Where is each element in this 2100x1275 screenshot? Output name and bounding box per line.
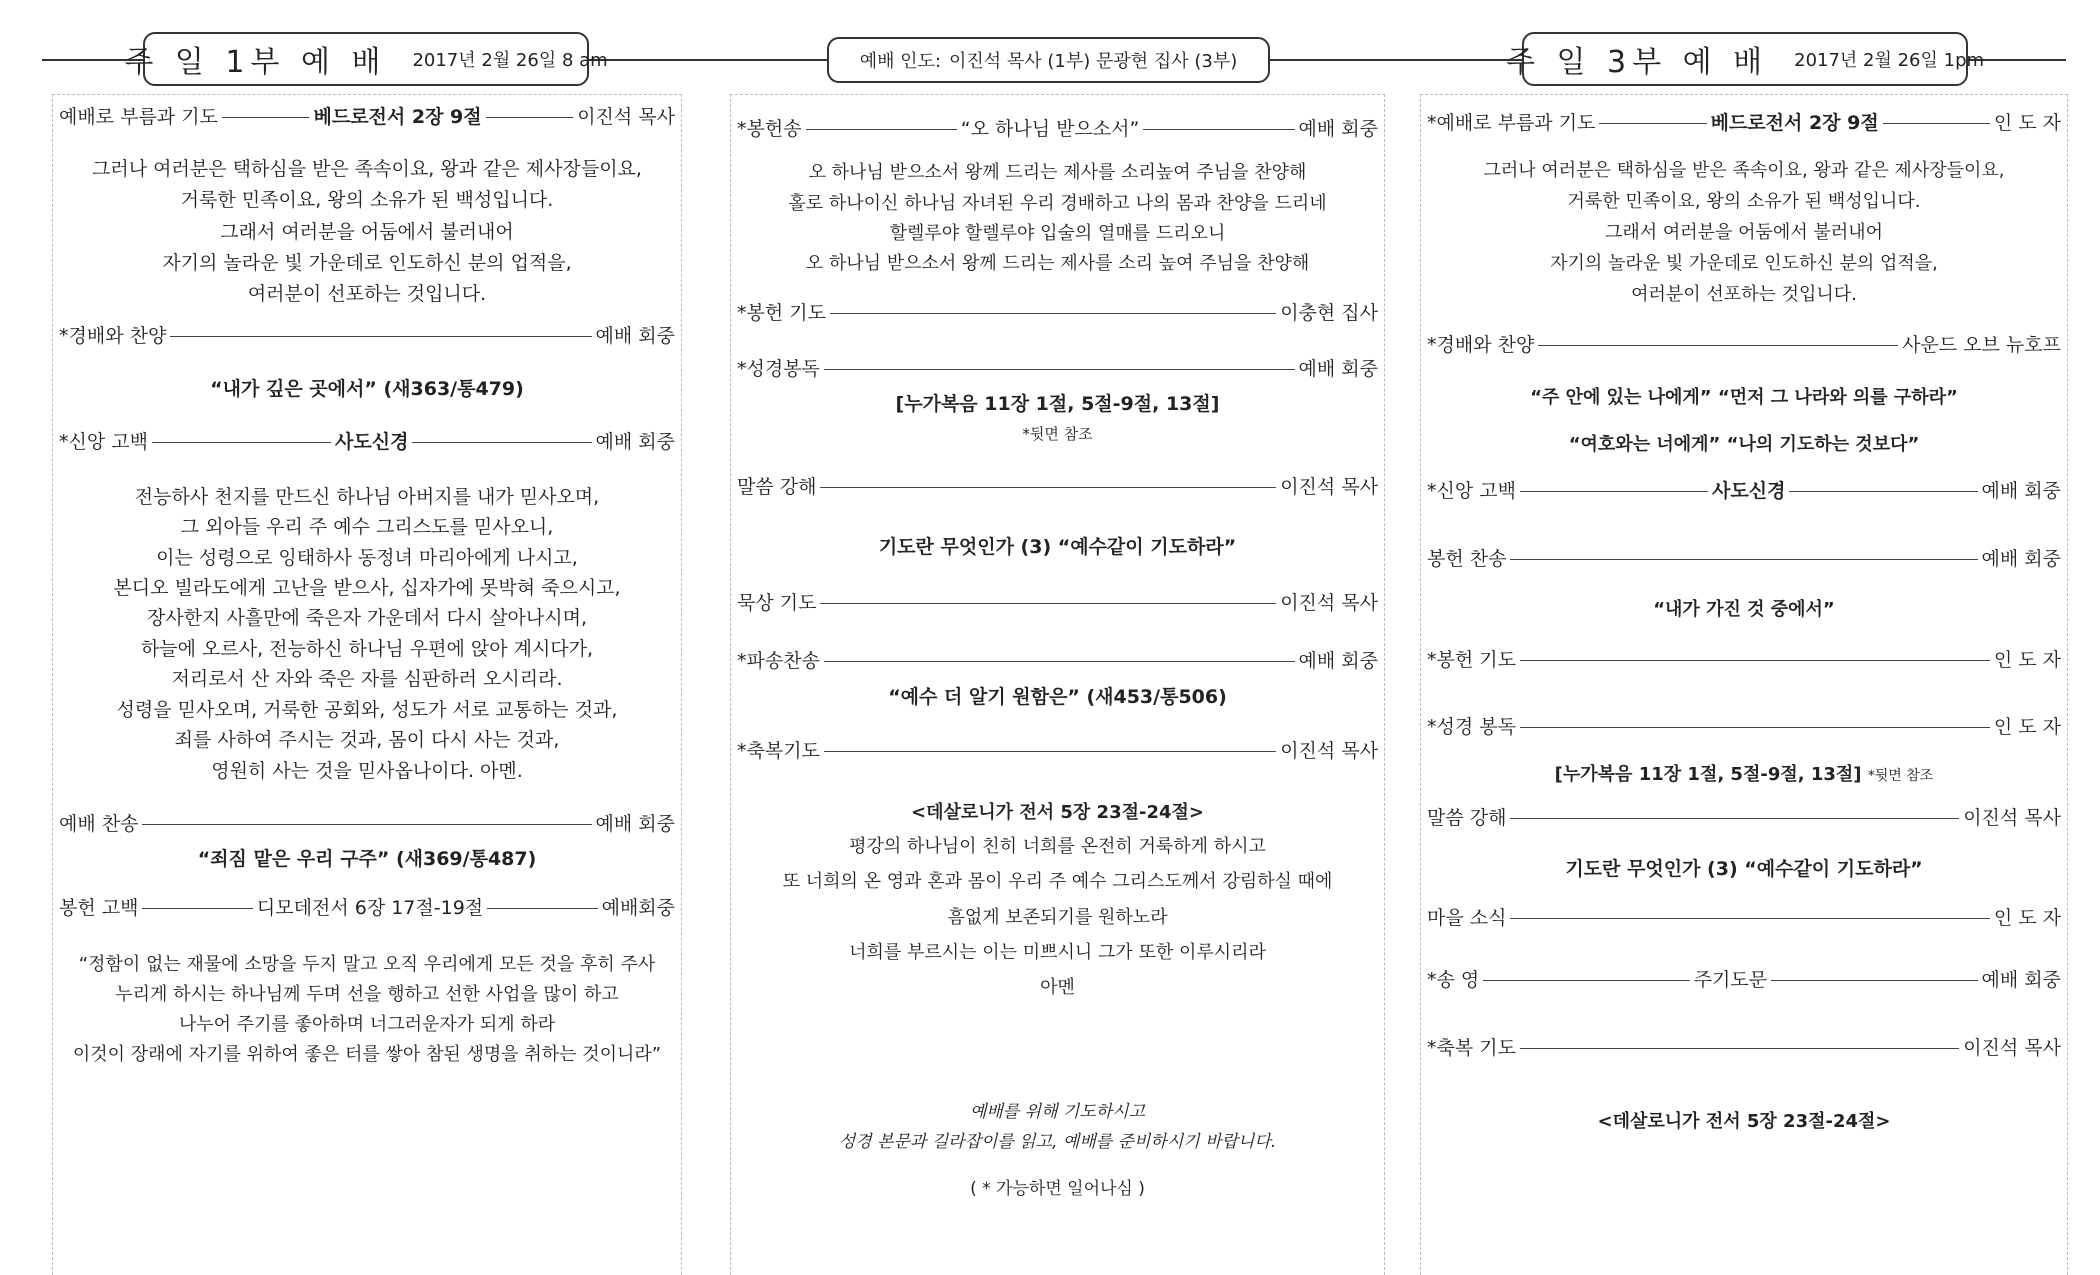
right-column: [1420, 94, 2068, 1275]
center-note-3: ( * 가능하면 일어나심 ): [970, 1179, 1145, 1199]
center-scripture-label: *성경봉독: [737, 358, 820, 380]
center-lyric-line: 홀로 하나이신 하나님 자녀된 우리 경배하고 나의 몸과 찬양을 드리네: [788, 193, 1327, 214]
left-call-leader: 이진석 목사: [577, 106, 676, 128]
center-lyric-line: 오 하나님 받으소서 왕께 드리는 제사를 소리높여 주님을 찬양해: [808, 162, 1307, 183]
right-benediction-label: *축복 기도: [1427, 1037, 1516, 1059]
center-offering-prayer-label: *봉헌 기도: [737, 302, 826, 324]
left-call-line: 거룩한 민족이요, 왕의 소유가 된 백성입니다.: [180, 189, 554, 211]
right-doxology-leader: 예배 회중: [1981, 969, 2062, 991]
center-benediction-label: *축복기도: [737, 740, 820, 762]
right-bene-ref: <데살로니가 전서 5장 23절-24절>: [1597, 1111, 1891, 1132]
center-scripture-note: *뒷면 참조: [1022, 425, 1093, 443]
left-hymn-leader: 예배 회중: [595, 813, 675, 835]
right-creed-center: 사도신경: [1712, 480, 1786, 502]
center-offering-song-leader: 예배 회중: [1298, 118, 1379, 140]
right-creed-row: [1421, 479, 2067, 504]
right-call-line: 그러나 여러분은 택하심을 받은 족속이요, 왕과 같은 제사장들이요,: [1483, 160, 2005, 181]
right-songs-row-1: “주 안에 있는 나에게” “먼저 그 나라와 의를 구하라”: [1530, 387, 1958, 408]
left-creed-row: [53, 430, 681, 455]
center-bene-line: 평강의 하나님이 친히 너희를 온전히 거룩하게 하시고: [849, 836, 1266, 857]
center-sermon-row: [731, 475, 1384, 500]
center-sending-hymn-row: [731, 649, 1384, 674]
left-call-row: [53, 105, 681, 130]
left-offering-line: “정함이 없는 재물에 소망을 두지 말고 오직 우리에게 모든 것을 후히 주사: [78, 954, 656, 975]
right-news-label: 마을 소식: [1427, 907, 1507, 929]
left-call-ref: 베드로전서 2장 9절: [313, 106, 482, 128]
center-sending-song: “예수 더 알기 원함은” (새453/통506): [888, 686, 1227, 708]
right-sermon-title: 기도란 무엇인가 (3) “예수같이 기도하라”: [1565, 858, 1923, 880]
header-left-box: [124, 32, 608, 86]
right-scripture-label: *성경 봉독: [1427, 716, 1516, 738]
center-offering-prayer-row: [731, 301, 1384, 326]
center-silent-prayer-leader: 이진석 목사: [1280, 592, 1378, 614]
left-offering-line: 나누어 주기를 좋아하며 너그러운자가 되게 하라: [178, 1014, 556, 1035]
left-hymn-row: [53, 812, 681, 837]
right-service-title: 주 일 3부 예 배: [1505, 45, 1769, 80]
left-call-line: 자기의 놀라운 빛 가운데로 인도하신 분의 업적을,: [162, 252, 572, 274]
center-scripture-ref: [누가복음 11장 1절, 5절-9절, 13절]: [895, 393, 1220, 415]
right-creed-leader: 예배 회중: [1981, 480, 2062, 502]
right-doxology-center: 주기도문: [1693, 969, 1768, 991]
right-offering-prayer-row: [1421, 648, 2067, 673]
left-offering-line: 누리게 하시는 하나님께 두며 선을 행하고 선한 사업을 많이 하고: [115, 984, 619, 1005]
left-worship-row: [53, 324, 681, 349]
right-creed-label: *신앙 고백: [1427, 480, 1516, 502]
right-scripture-ref-row: [1421, 763, 2067, 786]
left-call-line: 그러나 여러분은 택하심을 받은 족속이요, 왕과 같은 제사장들이요,: [92, 158, 642, 180]
right-worship-leader: 사운드 오브 뉴호프: [1902, 334, 2061, 356]
left-call-label: 예배로 부름과 기도: [59, 106, 218, 128]
center-note-2: 성경 본문과 길라잡이를 읽고, 예배를 준비하시기 바랍니다.: [838, 1132, 1277, 1152]
center-benediction-leader: 이진석 목사: [1280, 740, 1378, 762]
right-offering-song: “내가 가진 것 중에서”: [1653, 599, 1835, 620]
right-songs-row-2: “여호와는 너에게” “나의 기도하는 것보다”: [1568, 434, 1920, 455]
right-scripture-leader: 인 도 자: [1993, 716, 2061, 738]
left-creed-line: 죄를 사하여 주시는 것과, 몸이 다시 사는 것과,: [174, 729, 560, 751]
left-creed-center: 사도신경: [335, 431, 409, 453]
right-offering-hymn-label: 봉헌 찬송: [1427, 548, 1507, 570]
left-creed-line: 장사한지 사흘만에 죽은자 가운데서 다시 살아나시며,: [146, 607, 588, 629]
header-center-box: [827, 37, 1270, 83]
left-creed-line: 그 외아들 우리 주 예수 그리스도를 믿사오니,: [180, 516, 554, 538]
left-worship-song: “내가 깊은 곳에서” (새363/통479): [210, 378, 524, 400]
left-creed-leader: 예배 회중: [595, 431, 676, 453]
left-worship-leader: 예배 회중: [595, 325, 675, 347]
right-news-leader: 인 도 자: [1993, 907, 2061, 929]
right-sermon-label: 말씀 강해: [1427, 807, 1507, 829]
left-call-line: 그래서 여러분을 어둠에서 불러내어: [220, 221, 514, 243]
center-sermon-title: 기도란 무엇인가 (3) “예수같이 기도하라”: [878, 536, 1237, 558]
center-column: [730, 94, 1385, 1275]
center-bene-line: 아멘: [1040, 977, 1075, 998]
right-scripture-note: *뒷면 참조: [1867, 768, 1934, 784]
right-service-date: 2017년 2월 26일 1pm: [1794, 50, 1985, 71]
left-creed-line: 전능하사 천지를 만드신 하나님 아버지를 내가 믿사오며,: [134, 486, 600, 508]
center-bene-ref: <데살로니가 전서 5장 23절-24절>: [911, 802, 1204, 823]
center-offering-prayer-leader: 이충현 집사: [1280, 302, 1378, 324]
right-offering-hymn-row: [1421, 547, 2067, 572]
right-call-leader: 인 도 자: [1993, 112, 2062, 134]
right-call-line: 그래서 여러분을 어둠에서 불러내어: [1605, 222, 1883, 243]
right-call-ref: 베드로전서 2장 9절: [1710, 112, 1879, 134]
left-offering-line: 이것이 장래에 자기를 위하여 좋은 터를 쌓아 참된 생명을 취하는 것이니라”: [72, 1044, 662, 1065]
right-call-row: [1421, 111, 2067, 136]
right-call-label: *예배로 부름과 기도: [1427, 112, 1596, 134]
right-call-line: 여러분이 선포하는 것입니다.: [1631, 284, 1857, 305]
left-offering-leader: 예배회중: [601, 897, 676, 919]
left-worship-label: *경배와 찬양: [59, 325, 167, 347]
center-bene-line: 또 너희의 온 영과 혼과 몸이 우리 주 예수 그리스도께서 강림하실 때에: [782, 871, 1333, 892]
center-silent-prayer-label: 묵상 기도: [737, 592, 817, 614]
left-creed-line: 저리로서 산 자와 죽은 자를 심판하러 오시리라.: [171, 668, 563, 690]
left-creed-label: *신앙 고백: [59, 431, 148, 453]
center-sending-hymn-label: *파송찬송: [737, 650, 820, 672]
center-sending-hymn-leader: 예배 회중: [1298, 650, 1378, 672]
center-sermon-label: 말씀 강해: [737, 476, 817, 498]
center-scripture-row: [731, 357, 1384, 382]
left-creed-line: 이는 성령으로 잉태하사 동정녀 마리아에게 나시고,: [156, 547, 578, 569]
right-benediction-row: [1421, 1036, 2067, 1061]
leader-names: 이진석 목사 (1부) 문광현 집사 (3부): [949, 51, 1238, 72]
center-bene-line: 너희를 부르시는 이는 미쁘시니 그가 또한 이루시리라: [849, 942, 1266, 963]
left-creed-line: 하늘에 오르사, 전능하신 하나님 우편에 앉아 계시다가,: [140, 638, 594, 660]
left-offering-ref: 디모데전서 6장 17절-19절: [256, 897, 484, 919]
right-offering-hymn-leader: 예배 회중: [1981, 548, 2061, 570]
center-offering-song-row: [731, 117, 1384, 142]
right-benediction-leader: 이진석 목사: [1963, 1037, 2061, 1059]
center-benediction-row: [731, 739, 1384, 764]
left-hymn-label: 예배 찬송: [59, 813, 139, 835]
left-offering-row: [53, 896, 681, 921]
center-lyric-line: 오 하나님 받으소서 왕께 드리는 제사를 소리 높여 주님을 찬양해: [805, 253, 1310, 274]
right-worship-row: [1421, 333, 2067, 358]
center-scripture-leader: 예배 회중: [1298, 358, 1378, 380]
left-creed-line: 영원히 사는 것을 믿사옵나이다. 아멘.: [211, 760, 523, 782]
left-offering-label: 봉헌 고백: [59, 897, 139, 919]
right-sermon-row: [1421, 806, 2067, 831]
right-sermon-leader: 이진석 목사: [1963, 807, 2061, 829]
left-creed-line: 본디오 빌라도에게 고난을 받으사, 십자가에 못박혀 죽으시고,: [113, 577, 621, 599]
leader-label: 예배 인도:: [859, 51, 942, 72]
right-worship-label: *경배와 찬양: [1427, 334, 1535, 356]
right-offering-prayer-leader: 인 도 자: [1993, 649, 2061, 671]
center-offering-song-label: *봉헌송: [737, 118, 802, 140]
right-call-line: 거룩한 민족이요, 왕의 소유가 된 백성입니다.: [1567, 191, 1921, 212]
center-offering-song-title: “오 하나님 받으소서”: [960, 118, 1140, 140]
header-right-box: [1505, 32, 1985, 86]
right-offering-prayer-label: *봉헌 기도: [1427, 649, 1516, 671]
left-creed-line: 성령을 믿사오며, 거룩한 공회와, 성도가 서로 교통하는 것과,: [116, 699, 618, 721]
center-sermon-leader: 이진석 목사: [1280, 476, 1378, 498]
right-call-line: 자기의 놀라운 빛 가운데로 인도하신 분의 업적을,: [1550, 253, 1938, 274]
left-service-title: 주 일 1부 예 배: [124, 45, 387, 80]
left-service-date: 2017년 2월 26일 8 am: [412, 50, 608, 71]
center-lyric-line: 할렐루야 할렐루야 입술의 열매를 드리오니: [889, 223, 1226, 244]
left-call-line: 여러분이 선포하는 것입니다.: [247, 283, 487, 305]
right-scripture-row: [1421, 715, 2067, 740]
center-note-1: 예배를 위해 기도하시고: [969, 1102, 1146, 1122]
right-doxology-label: *송 영: [1427, 969, 1480, 991]
right-doxology-row: [1421, 968, 2067, 993]
right-news-row: [1421, 906, 2067, 931]
center-bene-line: 흠없게 보존되기를 원하노라: [947, 907, 1168, 928]
right-scripture-ref: [누가복음 11장 1절, 5절-9절, 13절]: [1554, 764, 1862, 785]
left-column: [52, 94, 682, 1275]
left-hymn-song: “죄짐 맡은 우리 구주” (새369/통487): [197, 848, 537, 870]
center-silent-prayer-row: [731, 591, 1384, 616]
